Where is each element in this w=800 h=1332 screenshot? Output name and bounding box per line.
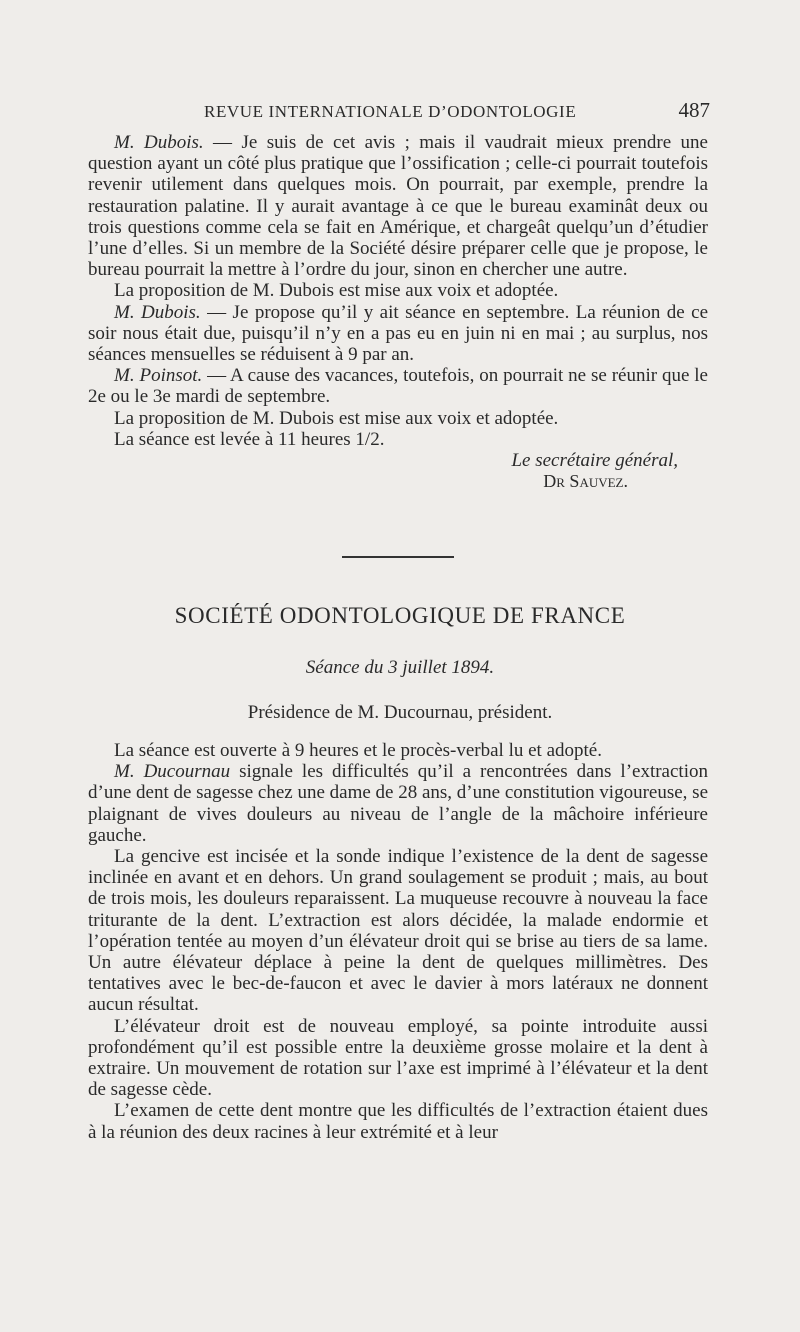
session-date: Séance du 3 juillet 1894. [305, 657, 495, 678]
paragraph-ducournau [88, 761, 708, 846]
presidence-line: Présidence de M. Ducournau, président. [247, 702, 553, 723]
speaker-name: M. Poinsot. [114, 365, 203, 387]
signature-role: Le secrétaire général, [511, 450, 678, 472]
section-title: SOCIÉTÉ ODONTOLOGIQUE DE FRANCE [174, 603, 626, 628]
paragraph-elevateur: L’élévateur droit est de nouveau employé, sa pointe introduite aussi profondément qu’il est possible entre la deuxième grosse molaire et la dent à extraire. Un mouvement de rotation sur l’axe est imprimé à l’élévateur et la dent de sagesse cède. [88, 1015, 708, 1101]
paragraph-dubois-september [88, 302, 708, 366]
paragraph-text: — Je suis de cet avis ; mais il vaudrait mieux prendre une question ayant un côté plus pratique que l’ossification ; celle-ci pourrait toutefois revenir utilement dans quelques mois. On pourrait, par exemple, prendre la restauration palatine. Il y aurait avantage à ce que le bureau examinât deux ou trois questions comme cela se fait en Amérique, et chargeât quelqu’un d’étudier l’une d’elles. Si un membre de la Société désire préparer celle que je propose, le bureau pourrait la mettre à l’ordre du jour, sinon en chercher une autre. [88, 132, 708, 281]
paragraph-examen: L’examen de cette dent montre que les difficultés de l’extraction étaient dues à la réunion des deux racines à leur extrémité et à leur [88, 1100, 708, 1143]
page-number: 487 [678, 98, 710, 122]
running-title: REVUE INTERNATIONALE D’ODONTOLOGIE [204, 102, 577, 121]
signature-name: Dr Sauvez. [543, 471, 628, 492]
speaker-name: M. Dubois. [114, 301, 201, 323]
paragraph-text: — Je propose qu’il y ait séance en septembre. La réunion de ce soir nous était due, puisqu’il n’y en a pas eu en juin ni en mai ; au surplus, nos séances mensuelles se réduisent à 9 par an. [88, 301, 708, 366]
paragraph-closing: La séance est levée à 11 heures 1/2. [114, 428, 385, 450]
session-minutes [88, 740, 708, 1143]
paragraph-gencive: La gencive est incisée et la sonde indique l’existence de la dent de sagesse inclinée en avant et en dehors. Un grand soulagement se produit ; mais, au bout de trois mois, les douleurs reparaissent. La muqueuse recouvre à nouveau la face triturante de la dent. L’extraction est alors décidée, la malade endormie et l’opération tentée au moyen d’un élévateur droit qui se brise au tiers de sa lame. Un autre élévateur déplace à peine la dent de quelques millimètres. Des tentatives avec le bec-de-faucon et avec le davier à mors latéraux ne donnent aucun résultat. [88, 846, 708, 1016]
paragraph-text: — A cause des vacances, toutefois, on pourrait ne se réunir que le 2e ou le 3e mardi de septembre. [88, 365, 708, 408]
paragraph-opening: La séance est ouverte à 9 heures et le procès-verbal lu et adopté. [114, 740, 602, 761]
paragraph-vote-2: La proposition de M. Dubois est mise aux voix et adoptée. [114, 407, 559, 429]
minutes-continuation [88, 132, 708, 492]
paragraph-text: signale les difficultés qu’il a rencontrées dans l’extraction d’une dent de sagesse chez une dame de 28 ans, d’une constitution vigoureuse, se plaignant de vives douleurs au niveau de l’angle de la mâchoire inférieure gauche. [88, 761, 708, 846]
section-divider [342, 556, 454, 558]
speaker-name: M. Dubois. [114, 132, 204, 153]
paragraph-dubois-proposal [88, 132, 708, 280]
paragraph-poinsot [88, 365, 708, 407]
speaker-name: M. Ducournau [114, 761, 231, 783]
paragraph-vote: La proposition de M. Dubois est mise aux voix et adoptée. [114, 280, 559, 302]
